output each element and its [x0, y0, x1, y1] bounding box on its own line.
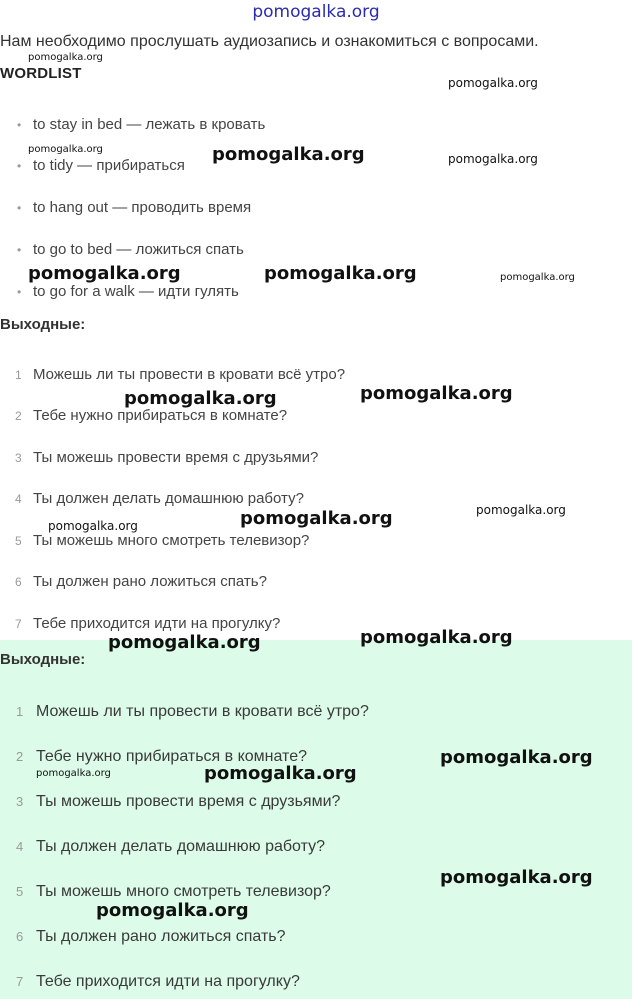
watermark: pomogalka.org: [360, 627, 513, 648]
watermark: pomogalka.org: [264, 263, 417, 284]
question-item: 6 Ты должен рано ложиться спать?: [15, 573, 267, 590]
bullet-icon: •: [17, 243, 22, 257]
intro-text: Нам необходимо прослушать аудиозапись и ознакомиться с вопросами.: [0, 33, 539, 50]
question-item: 7 Тебе приходится идти на прогулку?: [15, 615, 281, 632]
wordlist-item: • to tidy — прибираться: [17, 157, 185, 174]
bullet-icon: •: [17, 201, 22, 215]
watermark: pomogalka.org: [440, 747, 593, 768]
watermark: pomogalka.org: [108, 632, 261, 653]
site-header[interactable]: pomogalka.org: [252, 2, 380, 22]
watermark: pomogalka.org: [204, 763, 357, 784]
question-item: 4 Ты должен делать домашнюю работу?: [15, 490, 304, 507]
section-title: Выходные:: [0, 316, 86, 333]
watermark: pomogalka.org: [28, 263, 181, 284]
watermark: pomogalka.org: [28, 144, 103, 155]
answer-question-item: 2 Тебе нужно прибираться в комнате?: [16, 748, 307, 765]
bullet-icon: •: [17, 118, 22, 132]
answer-question-item: 7 Тебе приходится идти на прогулку?: [16, 973, 300, 990]
watermark: pomogalka.org: [28, 52, 103, 63]
watermark: pomogalka.org: [48, 519, 138, 533]
watermark: pomogalka.org: [476, 503, 566, 517]
watermark: pomogalka.org: [360, 383, 513, 404]
watermark: pomogalka.org: [240, 508, 393, 529]
question-item: 1 Можешь ли ты провести в кровати всё утро?: [15, 366, 346, 383]
answer-question-item: 1 Можешь ли ты провести в кровати всё утро?: [16, 703, 369, 720]
question-item: 2 Тебе нужно прибираться в комнате?: [15, 407, 288, 424]
watermark: pomogalka.org: [440, 867, 593, 888]
wordlist-title: WORDLIST: [0, 65, 82, 82]
answer-question-item: 3 Ты можешь провести время с друзьями?: [16, 793, 341, 810]
watermark: pomogalka.org: [500, 272, 575, 283]
watermark: pomogalka.org: [36, 768, 111, 779]
question-item: 5 Ты можешь много смотреть телевизор?: [15, 532, 310, 549]
wordlist-item: • to hang out — проводить время: [17, 199, 252, 216]
wordlist-item: • to go to bed — ложиться спать: [17, 241, 244, 258]
answer-question-item: 5 Ты можешь много смотреть телевизор?: [16, 883, 331, 900]
bullet-icon: •: [17, 285, 22, 299]
bullet-icon: •: [17, 159, 22, 173]
question-item: 3 Ты можешь провести время с друзьями?: [15, 449, 319, 466]
watermark: pomogalka.org: [448, 76, 538, 90]
answer-question-item: 4 Ты должен делать домашнюю работу?: [16, 838, 325, 855]
answer-question-item: 6 Ты должен рано ложиться спать?: [16, 928, 286, 945]
watermark: pomogalka.org: [212, 144, 365, 165]
watermark: pomogalka.org: [124, 388, 277, 409]
watermark: pomogalka.org: [96, 900, 249, 921]
watermark: pomogalka.org: [448, 152, 538, 166]
wordlist-item: • to go for a walk — идти гулять: [17, 283, 239, 300]
wordlist-item: • to stay in bed — лежать в кровать: [17, 116, 266, 133]
section-title: Выходные:: [0, 651, 86, 668]
